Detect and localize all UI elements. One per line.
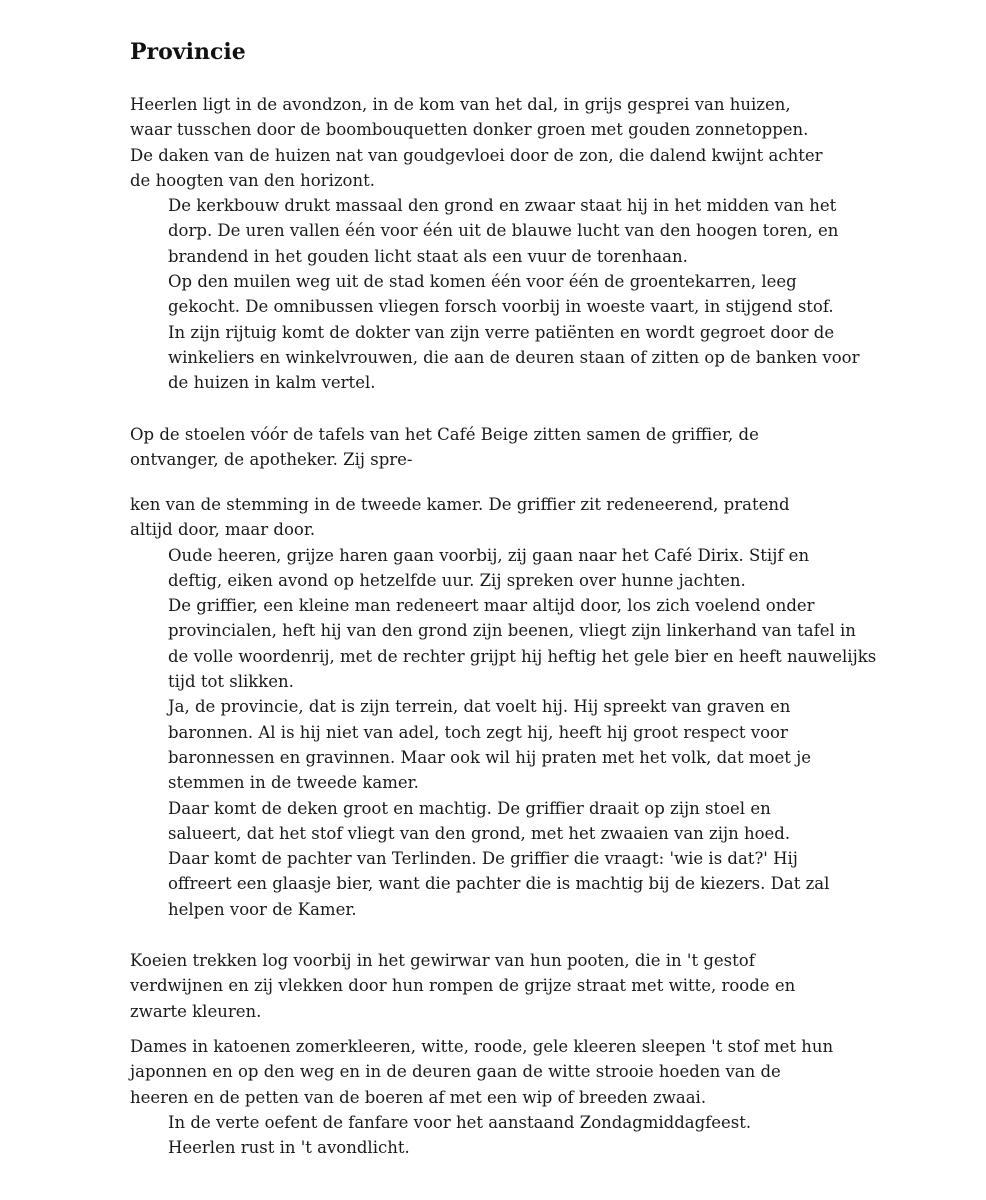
paragraph xyxy=(130,320,875,396)
paragraph xyxy=(130,846,875,922)
text-line: Oude heeren, grijze haren gaan voorbij, zij gaan naar het Café Dirix. Stijf en xyxy=(168,545,810,565)
text-line: dorp. De uren vallen één voor één uit de blauwe lucht van den hoogen toren, en xyxy=(168,221,839,241)
text-section-5 xyxy=(130,1034,875,1160)
text-line: baronnen. Al is hij niet van adel, toch zegt hij, heeft hij groot respect voor xyxy=(168,722,788,742)
paragraph xyxy=(130,269,875,320)
text-line: ken van de stemming in de tweede kamer. De griffier zit redeneerend, pratend xyxy=(130,495,790,514)
text-line: De griffier, een kleine man redeneert maar altijd door, los zich voelend onder xyxy=(168,596,815,616)
text-section-2 xyxy=(130,422,875,473)
text-line: Koeien trekken log voorbij in het gewirwar van hun pooten, die in 't gestof xyxy=(130,951,755,970)
text-section-3 xyxy=(130,492,875,922)
text-line: winkeliers en winkelvrouwen, die aan de deuren staan of zitten op de banken voor xyxy=(168,347,860,367)
paragraph xyxy=(130,1135,875,1160)
text-line: Ja, de provincie, dat is zijn terrein, dat voelt hij. Hij spreekt van graven en xyxy=(168,697,791,717)
text-section-4 xyxy=(130,948,875,1024)
text-line: baronnessen en gravinnen. Maar ook wil hij praten met het volk, dat moet je xyxy=(168,747,811,767)
paragraph xyxy=(130,543,875,594)
paragraph xyxy=(130,92,875,193)
paragraph xyxy=(130,422,875,473)
text-line: brandend in het gouden licht staat als een vuur de torenhaan. xyxy=(168,246,688,266)
text-line: Daar komt de pachter van Terlinden. De griffier die vraagt: 'wie is dat?' Hij xyxy=(168,849,798,869)
text-line: de huizen in kalm vertel. xyxy=(168,373,376,393)
text-section-1 xyxy=(130,92,875,396)
paragraph xyxy=(130,796,875,847)
text-line: Daar komt de deken groot en machtig. De griffier draait op zijn stoel en xyxy=(168,798,771,818)
paragraph xyxy=(130,1034,875,1110)
text-line: japonnen en op den weg en in de deuren gaan de witte strooie hoeden van de xyxy=(130,1062,781,1082)
text-line: De daken van de huizen nat van goudgevloei door de zon, die dalend kwijnt achter xyxy=(130,145,823,165)
paragraph xyxy=(130,492,875,543)
paragraph xyxy=(130,193,875,269)
text-line: ontvanger, de apotheker. Zij spre- xyxy=(130,450,413,470)
paragraph xyxy=(130,593,875,694)
text-line: deftig, eiken avond op hetzelfde uur. Zij spreken over hunne jachten. xyxy=(168,570,746,590)
text-line: waar tusschen door de boombouquetten donker groen met gouden zonnetoppen. xyxy=(130,120,809,140)
text-line: offreert een glaasje bier, want die pachter die is machtig bij de kiezers. Dat zal xyxy=(168,874,830,894)
text-line: provincialen, heft hij van den grond zijn beenen, vliegt zijn linkerhand van tafel in xyxy=(168,621,856,641)
text-line: altijd door, maar door. xyxy=(130,520,316,540)
text-line: Op den muilen weg uit de stad komen één voor één de groentekarren, leeg xyxy=(168,272,797,292)
text-line: heeren en de petten van de boeren af met een wip of breeden zwaai. xyxy=(130,1087,707,1107)
text-line: helpen voor de Kamer. xyxy=(168,899,357,919)
document-title: Provincie xyxy=(130,39,246,65)
text-line: tijd tot slikken. xyxy=(168,672,294,692)
text-line: gekocht. De omnibussen vliegen forsch voorbij in woeste vaart, in stijgend stof. xyxy=(168,297,834,317)
text-line: Heerlen ligt in de avondzon, in de kom van het dal, in grijs gesprei van huizen, xyxy=(130,95,791,114)
text-line: In de verte oefent de fanfare voor het aanstaand Zondagmiddagfeest. xyxy=(168,1112,752,1132)
paragraph xyxy=(130,948,875,1024)
text-line: Heerlen rust in 't avondlicht. xyxy=(168,1138,410,1158)
text-line: Dames in katoenen zomerkleeren, witte, roode, gele kleeren sleepen 't stof met hun xyxy=(130,1037,834,1056)
text-line: zwarte kleuren. xyxy=(130,1001,262,1021)
text-line: In zijn rijtuig komt de dokter van zijn verre patiënten en wordt gegroet door de xyxy=(168,322,835,342)
text-line: Op de stoelen vóór de tafels van het Café Beige zitten samen de griffier, de xyxy=(130,425,759,444)
text-line: de hoogten van den horizont. xyxy=(130,170,375,190)
text-line: verdwijnen en zij vlekken door hun rompen de grijze straat met witte, roode en xyxy=(130,976,796,996)
text-line: stemmen in de tweede kamer. xyxy=(168,773,419,793)
text-line: de volle woordenrij, met de rechter grijpt hij heftig het gele bier en heeft nauwelijks xyxy=(168,646,877,666)
text-line: salueert, dat het stof vliegt van den grond, met het zwaaien van zijn hoed. xyxy=(168,823,791,843)
paragraph xyxy=(130,1110,875,1135)
text-line: De kerkbouw drukt massaal den grond en zwaar staat hij in het midden van het xyxy=(168,196,837,216)
paragraph xyxy=(130,694,875,795)
document-page xyxy=(130,0,877,1158)
